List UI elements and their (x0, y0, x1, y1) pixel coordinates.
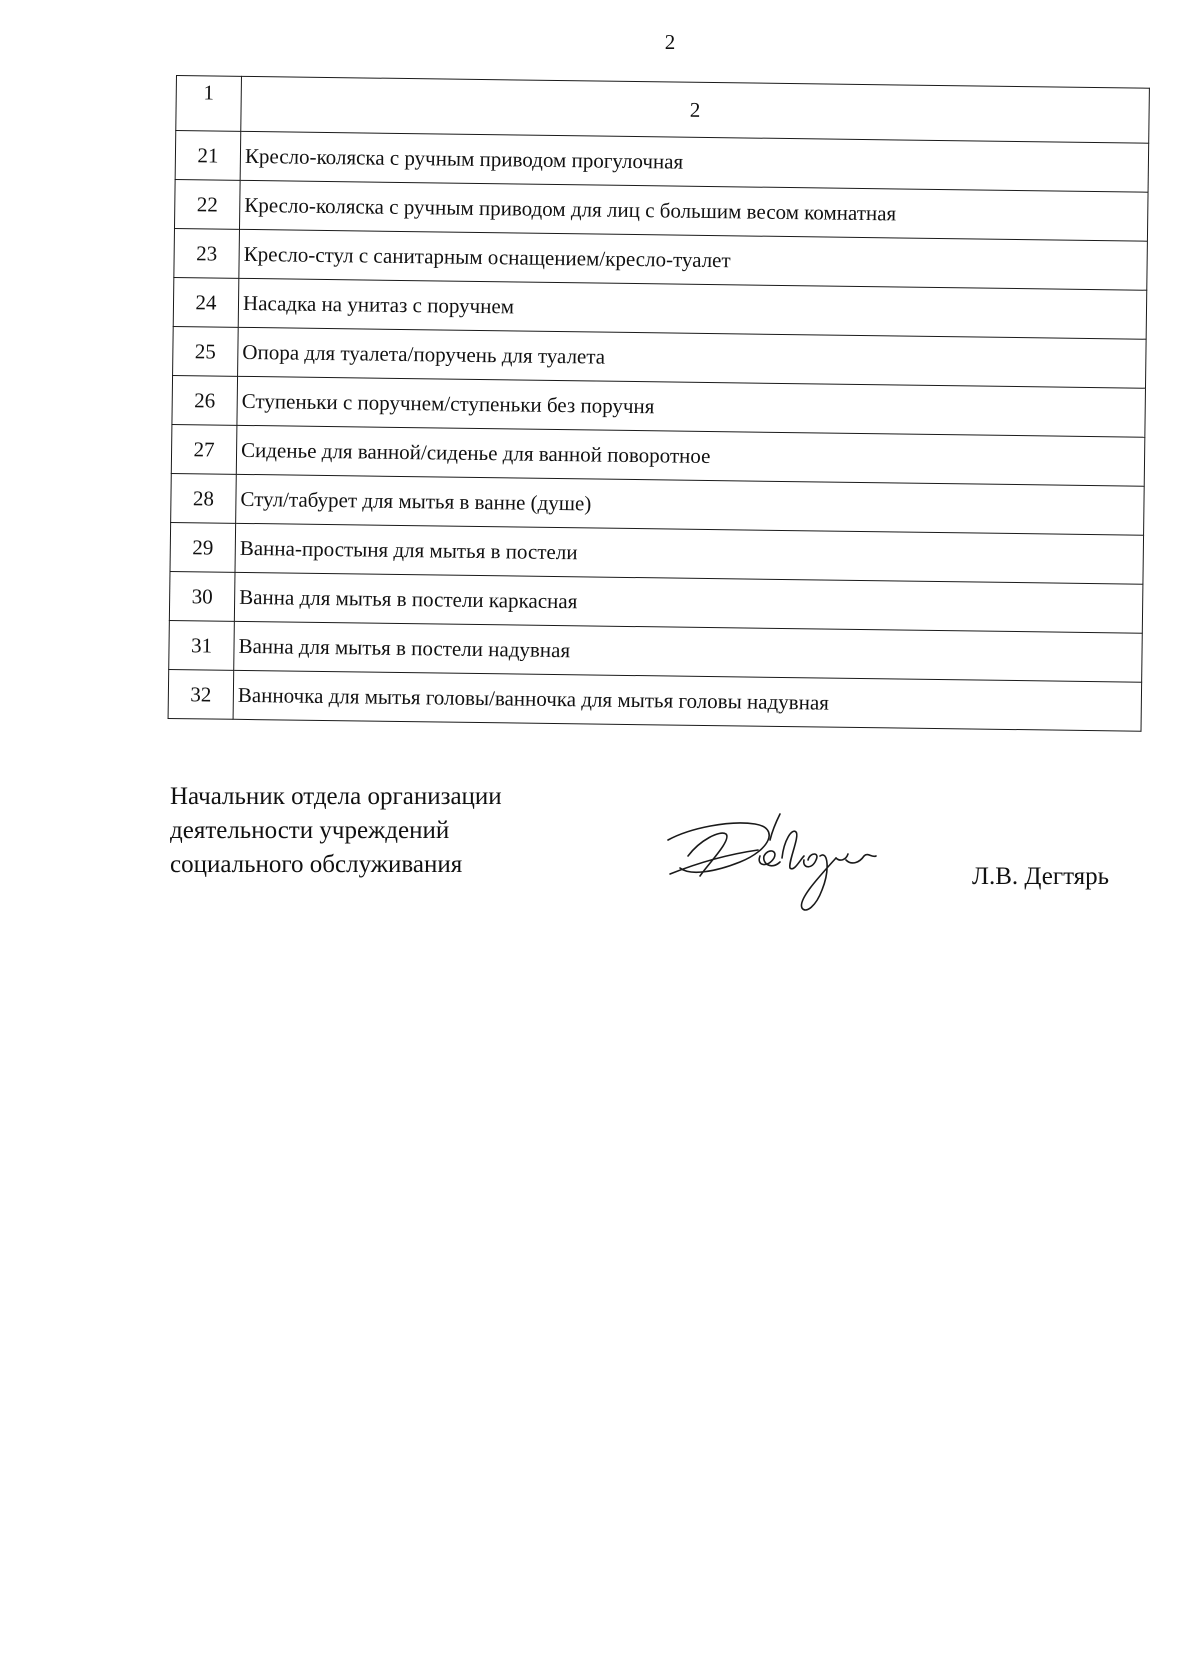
header-cell-name: 2 (241, 76, 1150, 143)
row-name-cell: Насадка на унитаз с поручнем (238, 278, 1147, 339)
signature-title (170, 780, 502, 882)
row-number-cell: 29 (170, 522, 236, 572)
items-table-wrapper (168, 75, 1150, 732)
items-table (168, 75, 1150, 732)
row-name-cell: Кресло-коляска с ручным приводом для лиц с большим весом комнатная (239, 180, 1148, 241)
row-name-cell: Ванночка для мытья головы/ванночка для мытья головы надувная (233, 670, 1142, 731)
row-number-cell: 21 (175, 131, 241, 181)
row-number-cell: 32 (168, 669, 234, 719)
handwritten-signature (660, 810, 890, 920)
signature-title-line: Начальник отдела организации (170, 783, 502, 810)
signature-title-line: деятельности учреждений (170, 817, 450, 844)
row-name-cell: Ванна для мытья в постели надувная (234, 621, 1143, 682)
page-number: 2 (664, 30, 676, 54)
signer-name: Л.В. Дегтярь (972, 863, 1110, 890)
row-name-cell: Ванна для мытья в постели каркасная (234, 572, 1143, 633)
row-number-cell: 23 (174, 228, 240, 278)
header-cell-number: 1 (176, 76, 242, 132)
row-name-cell: Сиденье для ванной/сиденье для ванной поворотное (236, 425, 1145, 486)
row-number-cell: 26 (172, 375, 238, 425)
row-number-cell: 22 (174, 179, 240, 229)
row-number-cell: 24 (173, 277, 239, 327)
row-number-cell: 27 (171, 424, 237, 474)
row-number-cell: 28 (171, 473, 237, 523)
row-number-cell: 30 (169, 571, 235, 621)
row-name-cell: Опора для туалета/поручень для туалета (238, 327, 1147, 388)
row-number-cell: 25 (173, 326, 239, 376)
row-name-cell: Стул/табурет для мытья в ванне (душе) (236, 474, 1145, 535)
row-name-cell: Кресло-стул с санитарным оснащением/кресло-туалет (239, 229, 1148, 290)
signature-title-line: социального обслуживания (170, 851, 463, 878)
row-name-cell: Ванна-простыня для мытья в постели (235, 523, 1144, 584)
row-name-cell: Ступеньки с поручнем/ступеньки без поручня (237, 376, 1146, 437)
row-number-cell: 31 (169, 620, 235, 670)
row-name-cell: Кресло-коляска с ручным приводом прогулочная (240, 131, 1149, 192)
